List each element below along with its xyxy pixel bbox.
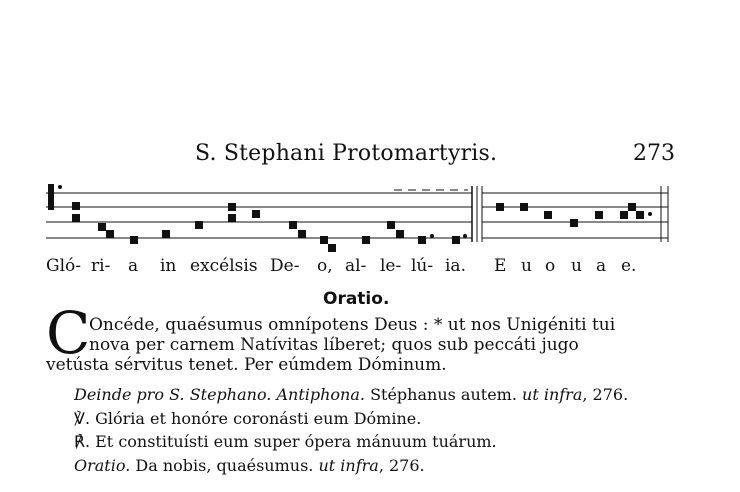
response-text: Et constituísti eum super ópera mánuum tuárum. — [90, 432, 497, 451]
neume — [544, 211, 552, 219]
neume — [496, 203, 504, 211]
reference-page: , 276. — [378, 456, 425, 475]
response — [74, 432, 497, 451]
neume — [628, 203, 636, 211]
response-icon: ℟. — [74, 432, 91, 451]
neume — [520, 203, 528, 211]
running-title: S. Stephani Protomartyris. — [195, 141, 498, 166]
neume-dot — [463, 234, 467, 238]
neume — [106, 230, 114, 238]
reference-page: , 276. — [582, 385, 629, 404]
syllable: o — [545, 256, 556, 276]
neume — [72, 214, 80, 222]
neume — [130, 236, 138, 244]
rubric-oratio — [74, 456, 425, 475]
rubric-label: Oratio. — [74, 456, 131, 475]
syllable: Gló- — [46, 256, 81, 276]
syllable: ri- — [91, 256, 111, 276]
neume — [452, 236, 460, 244]
rubric-label: Deinde pro S. Stephano. Antiphona. — [74, 385, 365, 404]
rubric-deinde — [74, 385, 628, 404]
antiphon-incipit: Stéphanus autem. — [364, 385, 523, 404]
neume — [252, 210, 260, 218]
neume — [620, 211, 628, 219]
syllable: a — [128, 256, 139, 276]
prayer-line-1: Oncéde, quaésumus omnípotens Deus : * ut nos Unigéniti tui — [89, 315, 616, 335]
prayer-line-2: nova per carnem Natívitas líberet; quos sub peccáti jugo — [89, 335, 579, 355]
neume — [228, 203, 236, 211]
syllable: a — [596, 256, 607, 276]
neume — [72, 202, 80, 210]
neume — [387, 221, 395, 229]
syllable: lú- — [411, 256, 434, 276]
neume — [570, 219, 578, 227]
neume — [320, 236, 328, 244]
neume — [195, 221, 203, 229]
drop-cap: C — [46, 299, 91, 367]
neume — [328, 244, 336, 252]
versicle-text: Glória et honóre coronásti eum Dómine. — [90, 409, 422, 428]
oratio-incipit: Da nobis, quaésumus. — [130, 456, 319, 475]
prayer-line-3: vetústa sérvitus tenet. Per eúmdem Dóminum. — [46, 355, 447, 375]
syllable: u — [571, 256, 582, 276]
cross-reference: ut infra — [522, 385, 583, 404]
clef-icon — [48, 184, 54, 210]
neume — [98, 223, 106, 231]
syllable: al- — [345, 256, 367, 276]
syllable: e. — [621, 256, 637, 276]
syllable: E — [494, 256, 507, 276]
neume — [418, 236, 426, 244]
neume — [228, 214, 236, 222]
clef-dot — [58, 185, 62, 189]
neume — [298, 230, 306, 238]
neume — [396, 230, 404, 238]
neume — [289, 221, 297, 229]
syllable: u — [521, 256, 532, 276]
versicle — [74, 409, 421, 428]
neume — [636, 211, 644, 219]
syllable: excélsis — [190, 256, 258, 276]
neume — [362, 236, 370, 244]
cross-reference: ut infra — [318, 456, 379, 475]
neumes — [72, 202, 652, 252]
page-number: 273 — [633, 141, 675, 166]
syllable: in — [160, 256, 177, 276]
oratio-heading: Oratio. — [323, 289, 390, 309]
neume-dot — [648, 212, 652, 216]
syllable: ia. — [445, 256, 466, 276]
syllable: le- — [380, 256, 402, 276]
neume — [595, 211, 603, 219]
versicle-icon: ℣. — [74, 409, 91, 428]
syllable: De- — [270, 256, 300, 276]
neume — [162, 230, 170, 238]
syllable: o, — [317, 256, 333, 276]
neume-dot — [430, 234, 434, 238]
